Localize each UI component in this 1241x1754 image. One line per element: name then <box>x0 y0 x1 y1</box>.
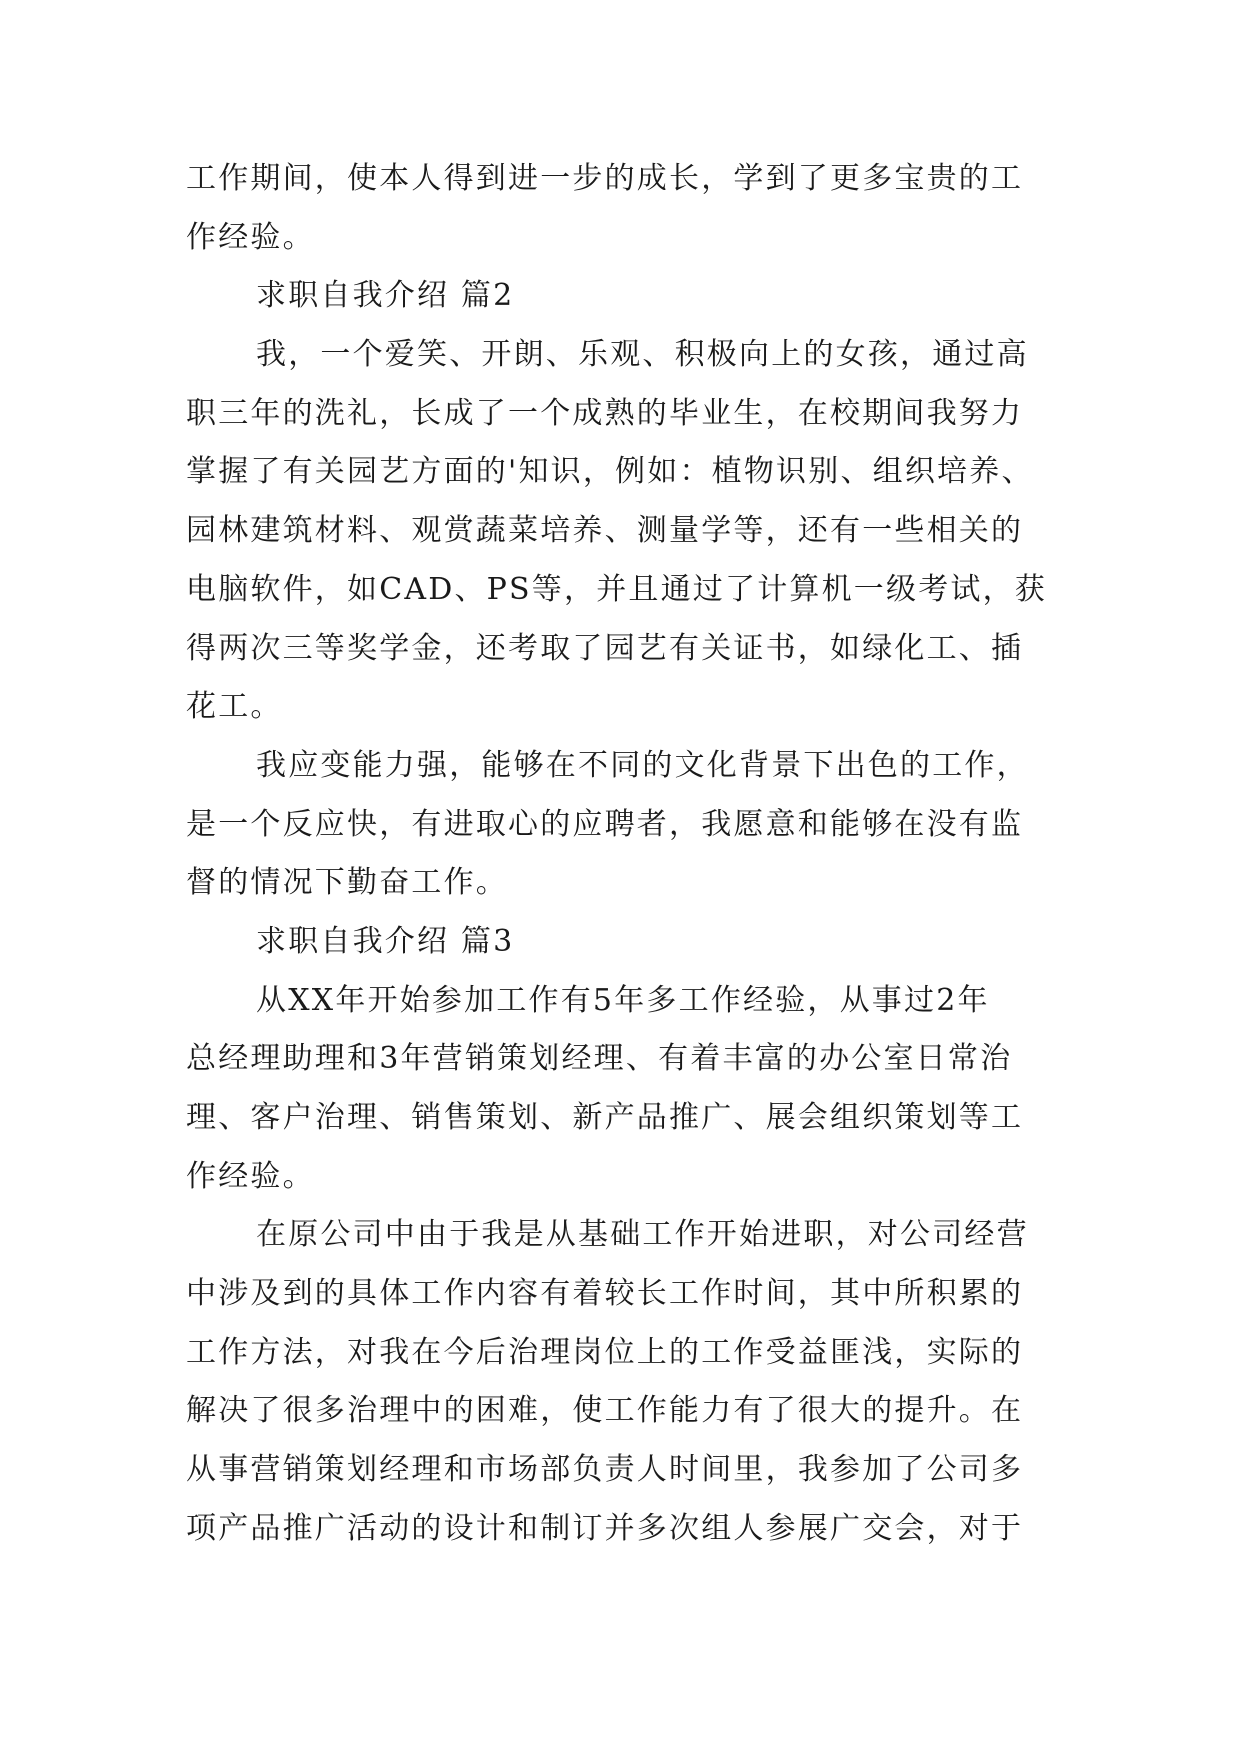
text-line: 督的情况下勤奋工作。 <box>186 865 508 901</box>
section-heading: 求职自我介绍 篇3 <box>256 923 515 959</box>
body-text <box>186 150 1056 1559</box>
text-line: 作经验。 <box>186 1158 315 1194</box>
text-line: 中涉及到的具体工作内容有着较长工作时间，其中所积累的 <box>186 1276 1024 1312</box>
text-line: 我应变能力强，能够在不同的文化背景下出色的工作， <box>256 747 1029 783</box>
text-line: 在原公司中由于我是从基础工作开始进职，对公司经营 <box>256 1217 1029 1253</box>
text-line: 总经理助理和3年营销策划经理、有着丰富的办公室日常治 <box>186 1041 1013 1077</box>
text-line: 从事营销策划经理和市场部负责人时间里，我参加了公司多 <box>186 1452 1024 1488</box>
text-line: 工作期间，使本人得到进一步的成长，学到了更多宝贵的工 <box>186 161 1024 196</box>
text-line: 花工。 <box>186 689 283 725</box>
text-line: 从XX年开始参加工作有5年多工作经验，从事过2年 <box>256 982 990 1018</box>
text-line: 掌握了有关园艺方面的'知识，例如：植物识别、组织培养、 <box>186 454 1034 490</box>
text-line: 园林建筑材料、观赏蔬菜培养、测量学等，还有一些相关的 <box>186 513 1024 549</box>
text-line: 得两次三等奖学金，还考取了园艺有关证书，如绿化工、插 <box>186 630 1024 666</box>
text-line: 工作方法，对我在今后治理岗位上的工作受益匪浅，实际的 <box>186 1334 1024 1370</box>
text-line: 职三年的洗礼，长成了一个成熟的毕业生，在校期间我努力 <box>186 395 1024 431</box>
text-line: 我，一个爱笑、开朗、乐观、积极向上的女孩，通过高 <box>256 337 1029 373</box>
text-line: 作经验。 <box>186 219 315 255</box>
text-line: 是一个反应快，有进取心的应聘者，我愿意和能够在没有监 <box>186 806 1024 842</box>
section-heading: 求职自我介绍 篇2 <box>256 278 515 314</box>
text-line: 电脑软件，如CAD、PS等，并且通过了计算机一级考试，获 <box>186 571 1048 607</box>
text-line: 理、客户治理、销售策划、新产品推广、展会组织策划等工 <box>186 1100 1024 1135</box>
text-line: 项产品推广活动的设计和制订并多次组人参展广交会，对于 <box>186 1510 1024 1546</box>
text-line: 解决了很多治理中的困难，使工作能力有了很大的提升。在 <box>186 1393 1024 1429</box>
